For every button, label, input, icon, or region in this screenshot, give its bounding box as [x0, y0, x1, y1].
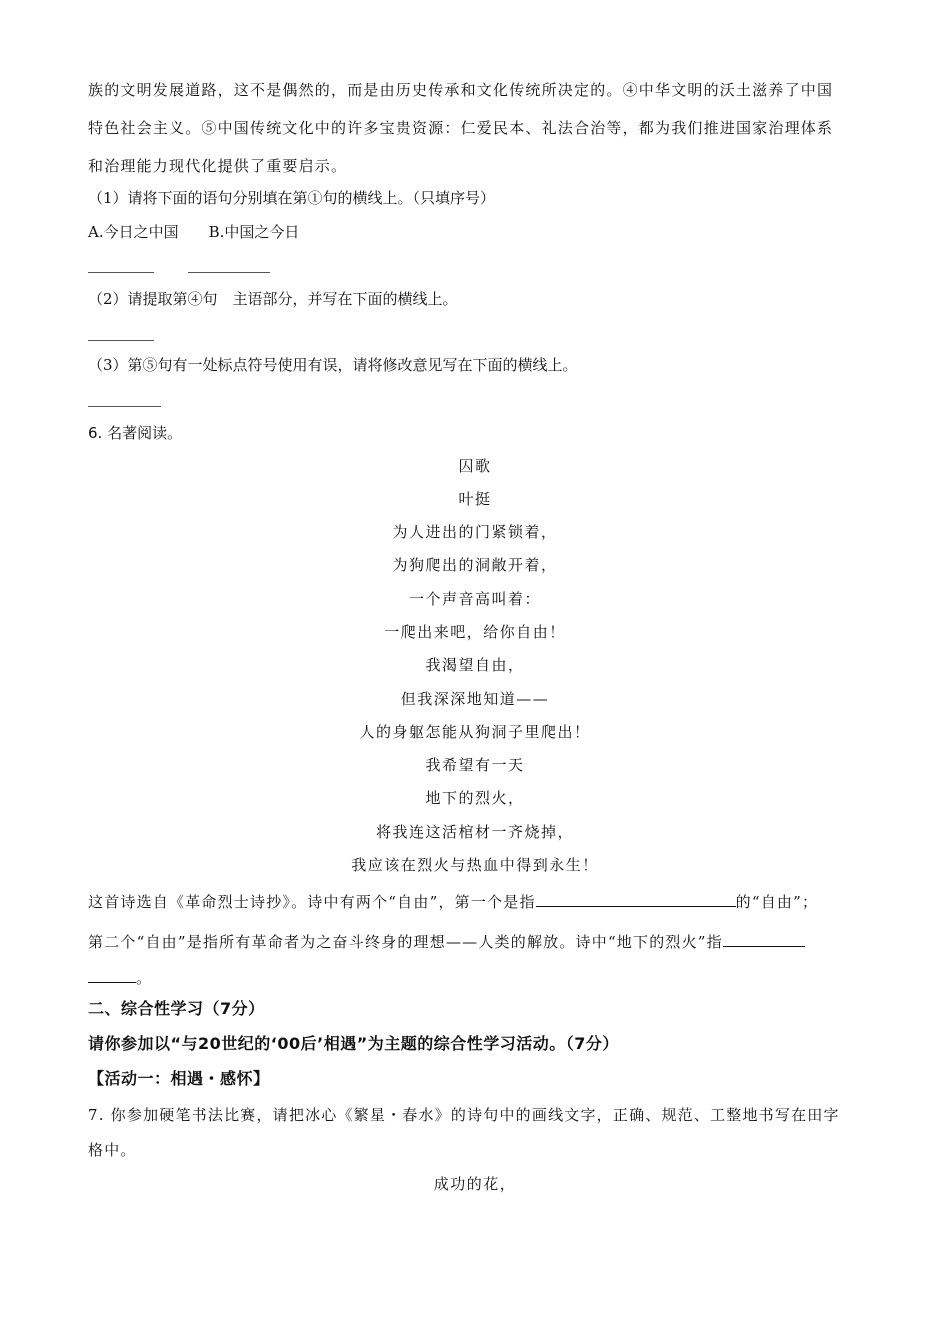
q7-line-1: 7. 你参加硬笔书法比赛，请把冰心《繁星・春水》的诗句中的画线文字，正确、规范、工整地书写在田字: [88, 1106, 840, 1124]
q6-question-end: 。: [136, 969, 153, 987]
passage-line-2: 特色社会主义。⑤中国传统文化中的许多宝贵资源：仁爱民本、礼法合治等，都为我们推进国家治理体系: [88, 119, 834, 137]
q6-question-line-3: [88, 966, 152, 988]
poem-line: 一个声音高叫着：: [408, 590, 541, 608]
answer-blank-1b[interactable]: [188, 272, 270, 273]
q5-sub2: （2）请提取第④句 主语部分，并写在下面的横线上。: [88, 290, 458, 308]
poem-line: 为人进出的门紧锁着，: [392, 523, 558, 541]
answer-blank-fire-a[interactable]: [723, 930, 805, 947]
poem-line: 将我连这活棺材一齐烧掉，: [375, 823, 574, 841]
poem-line: 我应该在烈火与热血中得到永生！: [351, 856, 599, 874]
q5-sub3: （3）第⑤句有一处标点符号使用有误，请将修改意见写在下面的横线上。: [88, 356, 578, 374]
passage-line-1: 族的文明发展道路，这不是偶然的，而是由历史传承和文化传统所决定的。④中华文明的沃土滋养了中国: [88, 81, 834, 99]
poem-line: 人的身躯怎能从狗洞子里爬出！: [359, 723, 591, 741]
poem-line: 为狗爬出的洞敞开着，: [392, 556, 558, 574]
q6-question-line-2: [88, 930, 805, 952]
poem-line: 我希望有一天: [425, 756, 525, 774]
poem-title: 囚歌: [458, 457, 492, 475]
poem-author: 叶挺: [458, 490, 492, 508]
q5-options: A.今日之中国 B.中国之今日: [88, 223, 300, 241]
poem-line: 一爬出来吧，给你自由！: [384, 623, 566, 641]
q7-poem-line: 成功的花，: [433, 1175, 517, 1193]
q6-question-part2: 的“自由”；: [735, 893, 819, 911]
q7-line-2: 格中。: [88, 1141, 137, 1159]
poem-line: 但我深深地知道——: [400, 690, 550, 708]
answer-blank-fire-b[interactable]: [88, 966, 136, 983]
q6-heading: 6. 名著阅读。: [88, 424, 183, 442]
answer-blank-3[interactable]: [88, 406, 161, 407]
answer-blank-2[interactable]: [88, 340, 154, 341]
activity1-heading: 【活动一：相遇・感怀】: [88, 1069, 270, 1088]
section2-intro: 请你参加以“与20世纪的‘00后’相遇”为主题的综合性学习活动。（7分）: [88, 1034, 619, 1053]
q6-question-part1: 这首诗选自《革命烈士诗抄》。诗中有两个“自由”，第一个是指: [88, 893, 536, 911]
poem-line: 地下的烈火，: [425, 789, 525, 807]
answer-blank-1a[interactable]: [88, 272, 154, 273]
section2-title: 二、综合性学习（7分）: [88, 999, 265, 1018]
q5-sub1: （1）请将下面的语句分别填在第①句的横线上。（只填序号）: [88, 189, 496, 207]
poem-line: 我渴望自由，: [425, 656, 525, 674]
answer-blank-freedom[interactable]: [536, 890, 736, 907]
q6-question-line-1: [88, 890, 818, 912]
q6-question-part3: 第二个“自由”是指所有革命者为之奋斗终身的理想——人类的解放。诗中“地下的烈火”指: [88, 933, 723, 951]
passage-line-3: 和治理能力现代化提供了重要启示。: [88, 157, 348, 175]
